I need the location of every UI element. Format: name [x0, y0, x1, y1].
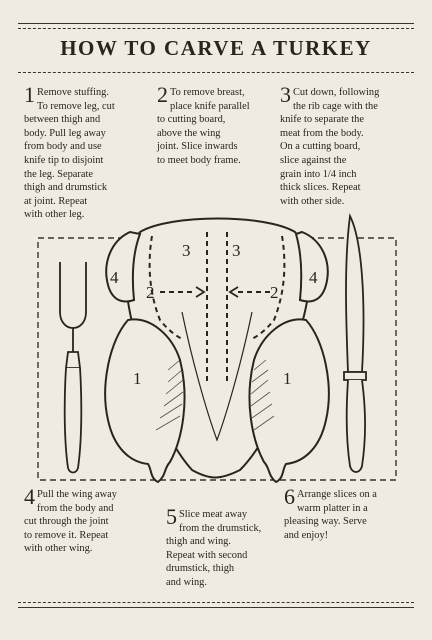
zone-label-breast-right: 3	[232, 241, 241, 260]
step-number: 6	[284, 484, 295, 509]
zone-label-leg-right: 1	[283, 369, 292, 388]
page-title: HOW TO CARVE A TURKEY	[60, 36, 372, 60]
zone-label-cut-left: 2	[146, 283, 155, 302]
step-number: 3	[280, 82, 291, 107]
step-text: Arrange slices on a warm platter in a pleasing way. Serve and enjoy!	[284, 489, 377, 541]
zone-label-wing-left: 4	[110, 268, 119, 287]
step-number: 5	[166, 504, 177, 529]
step-6	[284, 484, 420, 542]
step-4	[24, 484, 160, 556]
bottom-border-rule	[18, 607, 414, 608]
zone-label-breast-left: 3	[182, 241, 191, 260]
bottom-dashed-rule	[18, 602, 414, 603]
step-number: 2	[157, 82, 168, 107]
step-text: Pull the wing away from the body and cut through the joint to remove it. Repeat with other wing.	[24, 489, 117, 555]
turkey-leg-left	[105, 319, 184, 482]
zone-label-leg-left: 1	[133, 369, 142, 388]
turkey-leg-right	[249, 319, 328, 482]
carving-knife-icon	[344, 216, 366, 472]
step-text: To remove breast, place knife parallel to cutting board, above the wing joint. Slice inwards to meet body frame.	[157, 87, 250, 166]
step-text: Remove stuffing. To remove leg, cut between thigh and body. Pull leg away from body and use knife tip to disjoint the leg. Separate thigh and drumstick at joint. Repeat with other leg.	[24, 87, 115, 221]
zone-label-wing-right: 4	[309, 268, 318, 287]
carving-fork-icon	[60, 262, 86, 473]
zone-label-cut-right: 2	[270, 283, 279, 302]
step-text: Cut down, following the rib cage with the knife to separate the meat from the body. On a cutting board, slice against the grain into 1/4 inch thick slices. Repeat with other side.	[280, 87, 380, 207]
step-number: 4	[24, 484, 35, 509]
step-text: Slice meat away from the drumstick, thigh and wing. Repeat with second drumstick, thigh and wing.	[166, 509, 262, 588]
turkey-wing-right	[296, 232, 328, 301]
step-5	[166, 504, 286, 590]
step-number: 1	[24, 82, 35, 107]
